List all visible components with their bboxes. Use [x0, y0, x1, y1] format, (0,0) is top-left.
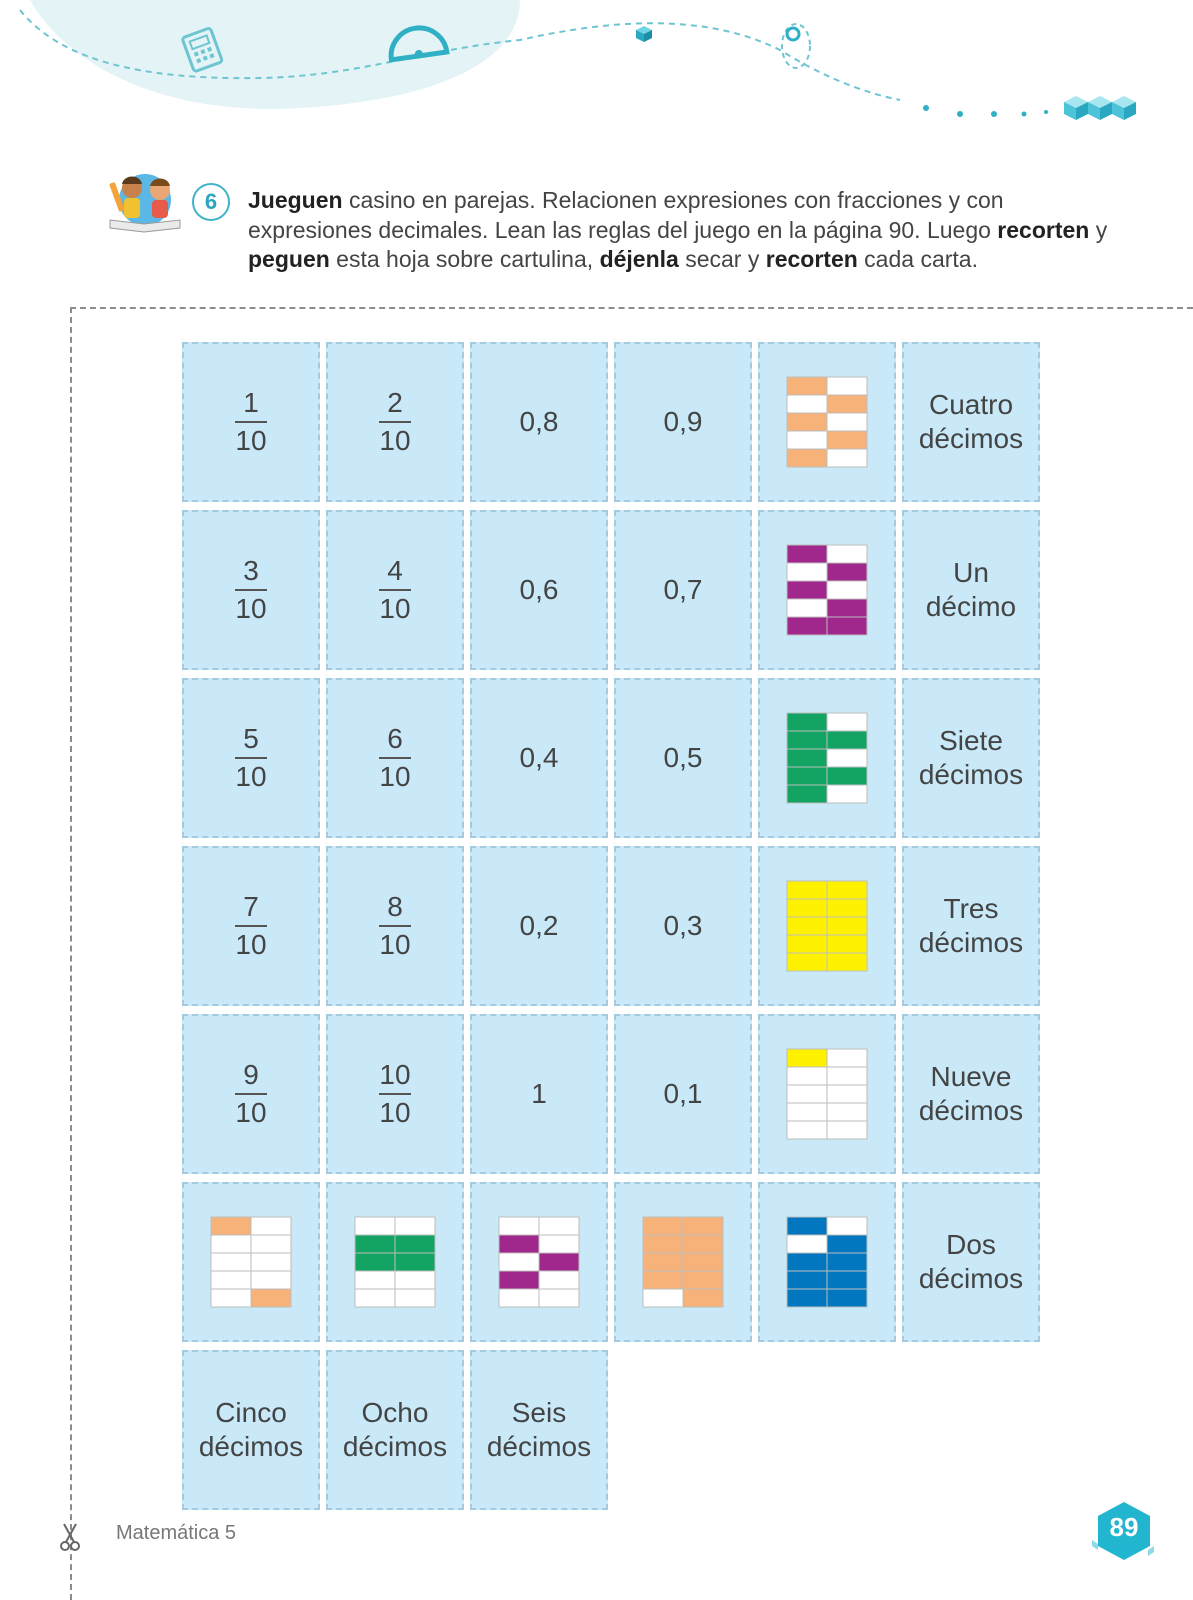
- grid-cell: [827, 749, 867, 767]
- card-decimal[interactable]: [470, 342, 608, 502]
- fraction-numerator: 3: [243, 555, 259, 586]
- grid-cell-shaded: [787, 617, 827, 635]
- card-grid[interactable]: [758, 510, 896, 670]
- grid-cell: [395, 1271, 435, 1289]
- grid-cell-shaded: [787, 935, 827, 953]
- fraction-numerator: 6: [387, 723, 403, 754]
- fraction: [233, 891, 268, 961]
- grid-cell-shaded: [787, 377, 827, 395]
- decimal-value: 0,8: [519, 406, 559, 437]
- grid-cell-shaded: [683, 1271, 723, 1289]
- grid-cell-shaded: [827, 563, 867, 581]
- grid-cell: [827, 785, 867, 803]
- fraction-bar: [379, 757, 411, 759]
- fraction-numerator: 1: [243, 387, 259, 418]
- words-line: Dos: [946, 1229, 996, 1260]
- activity-number-badge: 6: [192, 183, 230, 221]
- fraction-numerator: 8: [387, 891, 403, 922]
- grid-cell: [827, 1103, 867, 1121]
- grid-cell-shaded: [355, 1235, 395, 1253]
- grid-cell-shaded: [683, 1289, 723, 1307]
- grid-cell-shaded: [827, 731, 867, 749]
- decimal-value: 0,5: [663, 742, 703, 773]
- fraction-bar: [235, 589, 267, 591]
- tenths-grid: [786, 880, 868, 972]
- grid-cell: [827, 1067, 867, 1085]
- grid-cell-shaded: [787, 1271, 827, 1289]
- grid-cell: [827, 545, 867, 563]
- fraction-bar: [379, 589, 411, 591]
- card-fraction[interactable]: [326, 678, 464, 838]
- words-line: décimos: [918, 1263, 1024, 1294]
- words-line: Cuatro: [928, 389, 1014, 420]
- tenths-grid: [786, 1216, 868, 1308]
- words-line: décimo: [925, 591, 1017, 622]
- card-words[interactable]: [902, 1014, 1040, 1174]
- words-text: [919, 1060, 1023, 1128]
- fraction-denominator: 10: [235, 593, 267, 624]
- grid-cell-shaded: [787, 749, 827, 767]
- grid-cell: [211, 1253, 251, 1271]
- fraction-denominator: 10: [379, 1097, 411, 1128]
- fraction-denominator: 10: [235, 1097, 267, 1128]
- grid-cell-shaded: [827, 953, 867, 971]
- trail-dots: [923, 105, 1048, 117]
- tenths-grid: [786, 544, 868, 636]
- card-fraction[interactable]: [182, 846, 320, 1006]
- card-decimal[interactable]: [470, 678, 608, 838]
- fraction: [377, 555, 412, 625]
- card-words[interactable]: [326, 1350, 464, 1510]
- grid-cell-shaded: [787, 581, 827, 599]
- card-grid[interactable]: [182, 1182, 320, 1342]
- decimal-value: 0,7: [663, 574, 703, 605]
- grid-cell-shaded: [827, 617, 867, 635]
- grid-cell-shaded: [787, 881, 827, 899]
- decimal-value: 0,1: [663, 1078, 703, 1109]
- words-line: Ocho: [361, 1397, 429, 1428]
- fraction-denominator: 10: [235, 425, 267, 456]
- fraction-denominator: 10: [235, 761, 267, 792]
- card-words[interactable]: [902, 1182, 1040, 1342]
- grid-cell-shaded: [787, 785, 827, 803]
- grid-cell-shaded: [787, 953, 827, 971]
- grid-cell-shaded: [787, 545, 827, 563]
- grid-cell-shaded: [499, 1235, 539, 1253]
- words-line: Nueve: [930, 1061, 1012, 1092]
- book-title: Matemática 5: [116, 1522, 237, 1544]
- fraction: [233, 555, 268, 625]
- card-decimal[interactable]: [614, 678, 752, 838]
- words-text: [926, 556, 1016, 624]
- words-line: Cinco: [215, 1397, 287, 1428]
- grid-cell-shaded: [827, 935, 867, 953]
- page-number: 89: [1109, 1512, 1139, 1542]
- tenths-grid: [786, 376, 868, 468]
- words-line: décimos: [198, 1431, 304, 1462]
- words-text: [919, 724, 1023, 792]
- grid-cell-shaded: [643, 1271, 683, 1289]
- grid-cell: [251, 1253, 291, 1271]
- decimal-value: 0,2: [519, 910, 559, 941]
- grid-cell: [827, 1121, 867, 1139]
- card-fraction[interactable]: [326, 510, 464, 670]
- grid-cell-shaded: [827, 881, 867, 899]
- grid-cell-shaded: [787, 731, 827, 749]
- words-line: décimos: [918, 759, 1024, 790]
- scissors-icon: [60, 1522, 80, 1552]
- fraction-numerator: 9: [243, 1059, 259, 1090]
- grid-cell-shaded: [827, 395, 867, 413]
- grid-cell-shaded: [787, 1217, 827, 1235]
- grid-cell-shaded: [827, 899, 867, 917]
- words-line: décimos: [486, 1431, 592, 1462]
- words-line: décimos: [342, 1431, 448, 1462]
- grid-cell-shaded: [787, 899, 827, 917]
- grid-cell: [251, 1217, 291, 1235]
- instruction-bold-text: Jueguen: [248, 187, 343, 213]
- card-grid[interactable]: [758, 1014, 896, 1174]
- words-text: [919, 892, 1023, 960]
- grid-cell-shaded: [827, 917, 867, 935]
- grid-cell-shaded: [827, 1235, 867, 1253]
- fraction-bar: [235, 925, 267, 927]
- grid-cell-shaded: [827, 431, 867, 449]
- cube-icon: [636, 26, 652, 42]
- compass-icon: [782, 24, 810, 68]
- grid-cell: [211, 1271, 251, 1289]
- grid-cell: [539, 1235, 579, 1253]
- grid-cell: [787, 1103, 827, 1121]
- words-line: Un: [953, 557, 989, 588]
- grid-cell: [787, 395, 827, 413]
- grid-cell: [827, 1049, 867, 1067]
- words-text: [919, 1228, 1023, 1296]
- cut-line-vertical: [70, 307, 72, 1600]
- grid-cell: [787, 599, 827, 617]
- grid-cell: [499, 1289, 539, 1307]
- tenths-grid: [498, 1216, 580, 1308]
- card-decimal[interactable]: [614, 846, 752, 1006]
- fraction-bar: [235, 421, 267, 423]
- grid-cell: [395, 1217, 435, 1235]
- card-fraction[interactable]: [326, 846, 464, 1006]
- card-decimal[interactable]: [614, 1014, 752, 1174]
- grid-cell-shaded: [683, 1253, 723, 1271]
- decimal-value: 0,3: [663, 910, 703, 941]
- card-words[interactable]: [902, 846, 1040, 1006]
- kids-reading-icon: [104, 170, 186, 234]
- fraction: [233, 387, 268, 457]
- fraction-denominator: 10: [235, 929, 267, 960]
- instruction-text: y: [1089, 216, 1108, 243]
- fraction: [377, 387, 412, 457]
- grid-cell: [355, 1217, 395, 1235]
- instruction-text: secar y: [678, 246, 766, 272]
- grid-cell: [787, 1235, 827, 1253]
- fraction: [233, 1059, 268, 1129]
- grid-cell: [787, 1085, 827, 1103]
- grid-cell: [787, 1067, 827, 1085]
- grid-cell: [787, 1121, 827, 1139]
- decimal-value: 0,4: [519, 742, 559, 773]
- card-decimal[interactable]: [614, 342, 752, 502]
- card-words[interactable]: [470, 1350, 608, 1510]
- grid-cell-shaded: [211, 1217, 251, 1235]
- card-grid[interactable]: [470, 1182, 608, 1342]
- grid-cell-shaded: [499, 1271, 539, 1289]
- cubes-icon: [1064, 96, 1136, 120]
- card-grid[interactable]: [758, 846, 896, 1006]
- card-grid[interactable]: [614, 1182, 752, 1342]
- fraction-denominator: 10: [379, 593, 411, 624]
- instruction-text: esta hoja sobre cartulina,: [329, 246, 600, 272]
- fraction-numerator: 10: [379, 1059, 411, 1090]
- instruction-bold-text: déjenla: [599, 246, 679, 272]
- grid-cell: [355, 1271, 395, 1289]
- grid-cell: [787, 431, 827, 449]
- grid-cell-shaded: [643, 1217, 683, 1235]
- decimal-value: 0,9: [663, 406, 703, 437]
- grid-cell-shaded: [787, 1049, 827, 1067]
- card-decimal[interactable]: [614, 510, 752, 670]
- grid-cell: [827, 1217, 867, 1235]
- card-words[interactable]: [182, 1350, 320, 1510]
- grid-cell: [251, 1271, 291, 1289]
- fraction-bar: [379, 421, 411, 423]
- words-text: [919, 388, 1023, 456]
- fraction-denominator: 10: [379, 761, 411, 792]
- grid-cell: [355, 1289, 395, 1307]
- fraction-numerator: 2: [387, 387, 403, 418]
- grid-cell-shaded: [787, 917, 827, 935]
- grid-cell-shaded: [643, 1253, 683, 1271]
- grid-cell-shaded: [683, 1217, 723, 1235]
- grid-cell-shaded: [643, 1235, 683, 1253]
- decimal-value: 1: [531, 1078, 547, 1109]
- card-grid[interactable]: [758, 1182, 896, 1342]
- fraction-bar: [379, 1093, 411, 1095]
- fraction-bar: [235, 757, 267, 759]
- words-text: [199, 1396, 303, 1464]
- card-decimal[interactable]: [470, 846, 608, 1006]
- fraction-numerator: 7: [243, 891, 259, 922]
- grid-cell-shaded: [787, 1253, 827, 1271]
- grid-cell: [251, 1235, 291, 1253]
- grid-cell-shaded: [683, 1235, 723, 1253]
- grid-cell: [395, 1289, 435, 1307]
- card-words[interactable]: [902, 342, 1040, 502]
- card-fraction[interactable]: [182, 510, 320, 670]
- grid-cell: [827, 713, 867, 731]
- header-decoration: [0, 0, 1193, 160]
- words-line: Seis: [511, 1397, 567, 1428]
- card-grid[interactable]: [758, 678, 896, 838]
- grid-cell: [499, 1217, 539, 1235]
- instruction-bold-text: recorten: [765, 246, 858, 272]
- grid-cell-shaded: [251, 1289, 291, 1307]
- card-words[interactable]: [902, 678, 1040, 838]
- fraction: [377, 1059, 412, 1129]
- fraction-numerator: 5: [243, 723, 259, 754]
- card-words[interactable]: [902, 510, 1040, 670]
- grid-cell-shaded: [827, 599, 867, 617]
- fraction-bar: [379, 925, 411, 927]
- words-line: décimos: [918, 927, 1024, 958]
- instruction-bold-text: peguen: [248, 246, 330, 272]
- fraction: [233, 723, 268, 793]
- grid-cell-shaded: [787, 1289, 827, 1307]
- tenths-grid: [786, 712, 868, 804]
- grid-cell: [211, 1235, 251, 1253]
- grid-cell: [211, 1289, 251, 1307]
- grid-cell: [827, 449, 867, 467]
- grid-cell-shaded: [539, 1253, 579, 1271]
- instruction-text: casino en parejas. Relacionen expresiones con fracciones y con expresiones decimales. Lean las reglas del juego en la página 90. Luego: [248, 187, 1004, 243]
- card-grid[interactable]: [758, 342, 896, 502]
- cut-line-horizontal: [70, 307, 1193, 309]
- grid-cell: [539, 1217, 579, 1235]
- grid-cell-shaded: [827, 1253, 867, 1271]
- grid-cell-shaded: [787, 767, 827, 785]
- fraction-numerator: 4: [387, 555, 403, 586]
- card-fraction[interactable]: [326, 1014, 464, 1174]
- tenths-grid: [786, 1048, 868, 1140]
- words-line: Siete: [939, 725, 1003, 756]
- grid-cell: [827, 1085, 867, 1103]
- words-text: [343, 1396, 447, 1464]
- grid-cell: [643, 1289, 683, 1307]
- words-line: Tres: [943, 893, 999, 924]
- card-grid[interactable]: [326, 1182, 464, 1342]
- fraction: [377, 723, 412, 793]
- grid-cell: [827, 581, 867, 599]
- decimal-value: 0,6: [519, 574, 559, 605]
- card-fraction[interactable]: [182, 342, 320, 502]
- grid-cell: [539, 1271, 579, 1289]
- grid-cell-shaded: [355, 1253, 395, 1271]
- grid-cell: [499, 1253, 539, 1271]
- card-decimal[interactable]: [470, 1014, 608, 1174]
- words-line: décimos: [918, 423, 1024, 454]
- grid-cell-shaded: [827, 767, 867, 785]
- words-line: décimos: [918, 1095, 1024, 1126]
- card-fraction[interactable]: [326, 342, 464, 502]
- grid-cell: [787, 563, 827, 581]
- grid-cell-shaded: [787, 713, 827, 731]
- card-fraction[interactable]: [182, 678, 320, 838]
- instruction-text: cada carta.: [857, 246, 978, 272]
- tenths-grid: [210, 1216, 292, 1308]
- grid-cell-shaded: [827, 1289, 867, 1307]
- fraction: [377, 891, 412, 961]
- card-grid: [182, 342, 1040, 1510]
- grid-cell-shaded: [787, 413, 827, 431]
- grid-cell: [827, 413, 867, 431]
- grid-cell-shaded: [827, 1271, 867, 1289]
- grid-cell: [539, 1289, 579, 1307]
- grid-cell: [827, 377, 867, 395]
- activity-instruction: [248, 186, 1118, 275]
- grid-cell-shaded: [395, 1235, 435, 1253]
- fraction-denominator: 10: [379, 425, 411, 456]
- words-text: [487, 1396, 591, 1464]
- fraction-denominator: 10: [379, 929, 411, 960]
- tenths-grid: [642, 1216, 724, 1308]
- card-decimal[interactable]: [470, 510, 608, 670]
- grid-cell-shaded: [787, 449, 827, 467]
- instruction-bold-text: recorten: [997, 216, 1090, 243]
- fraction-bar: [235, 1093, 267, 1095]
- tenths-grid: [354, 1216, 436, 1308]
- card-fraction[interactable]: [182, 1014, 320, 1174]
- grid-cell-shaded: [395, 1253, 435, 1271]
